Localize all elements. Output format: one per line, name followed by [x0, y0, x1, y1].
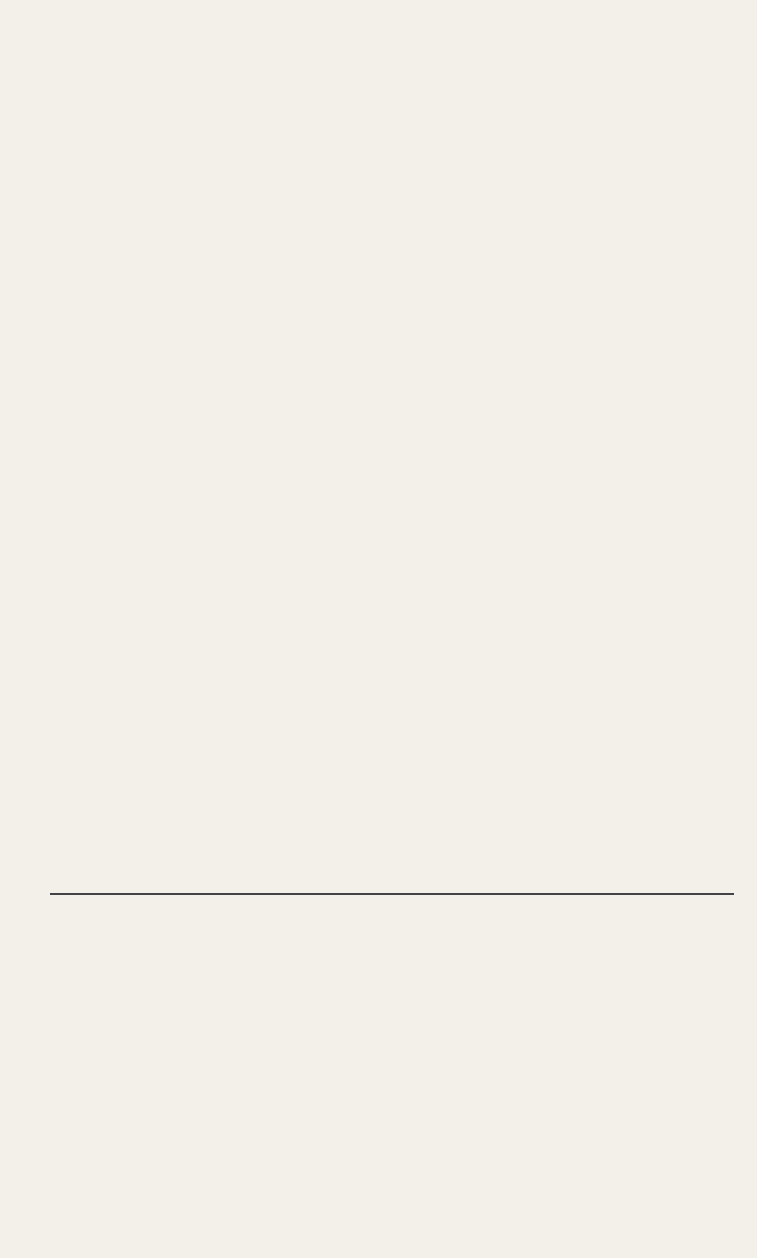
- chapter-rule: [50, 893, 734, 895]
- chapter-heading[interactable]: [50, 852, 734, 892]
